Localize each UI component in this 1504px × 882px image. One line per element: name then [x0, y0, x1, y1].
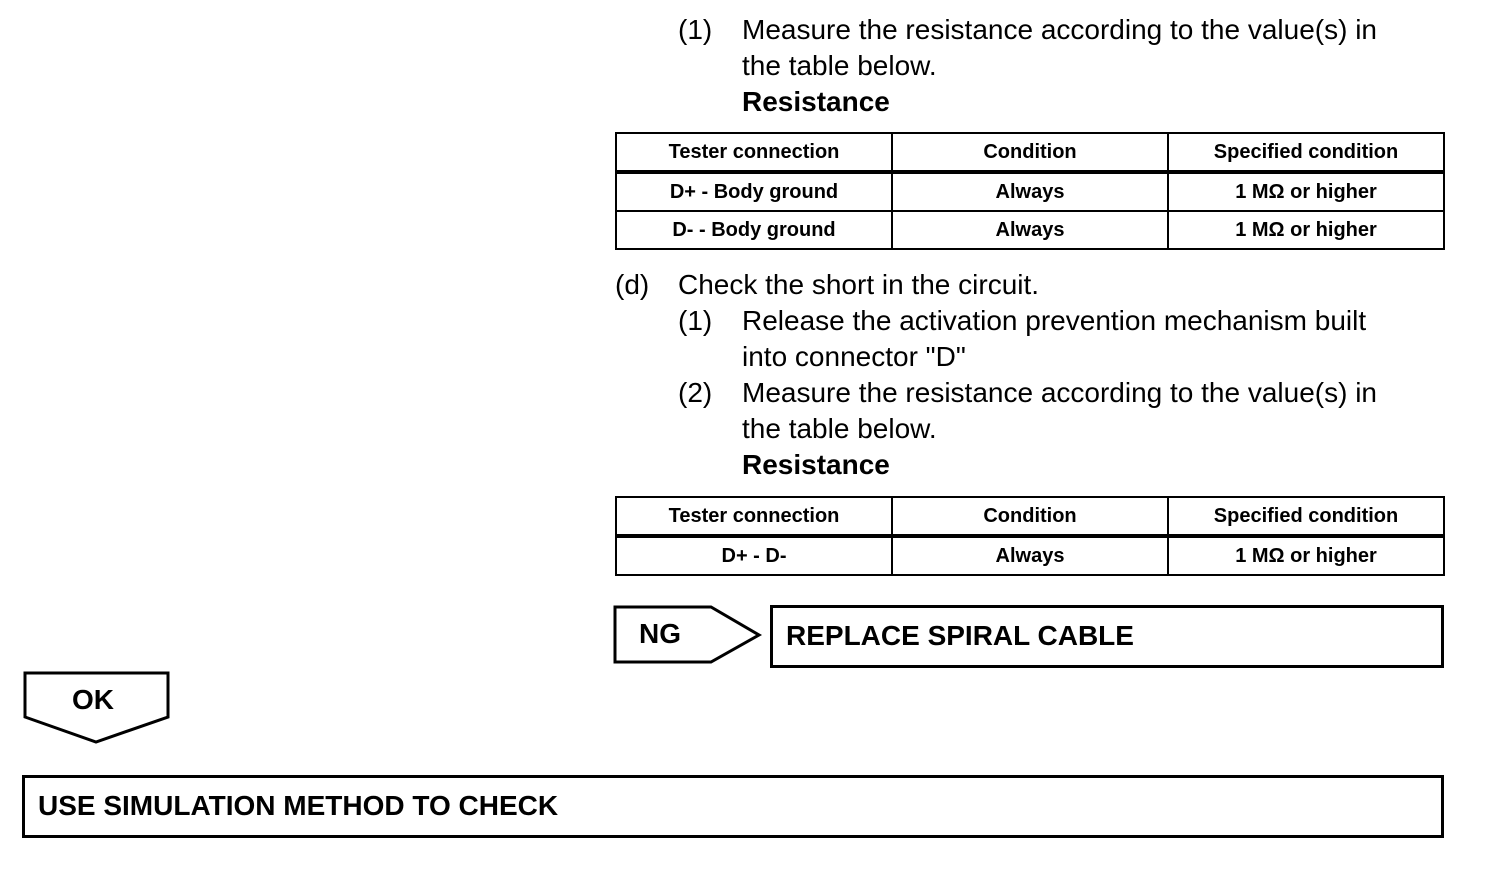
ng-arrow-icon — [613, 605, 765, 665]
step-d2-text-line1: Measure the resistance according to the value(s) in — [742, 377, 1377, 408]
step-d-number: (d) — [615, 269, 650, 300]
cell-specified-condition: 1 MΩ or higher — [1168, 172, 1444, 211]
header-tester-connection: Tester connection — [616, 133, 892, 172]
table-header-row — [616, 497, 1444, 536]
header-tester-connection: Tester connection — [616, 497, 892, 536]
step-1-text-line2: the table below. — [742, 50, 937, 81]
resistance-table-2 — [615, 496, 1445, 576]
ok-label: OK — [72, 684, 114, 715]
cell-tester-connection: D- - Body ground — [616, 211, 892, 249]
resistance-heading-1: Resistance — [742, 86, 890, 117]
ng-label: NG — [639, 618, 681, 649]
table-row — [616, 172, 1444, 211]
cell-specified-condition: 1 MΩ or higher — [1168, 536, 1444, 575]
resistance-heading-2: Resistance — [742, 449, 890, 480]
cell-condition: Always — [892, 211, 1168, 249]
table-row — [616, 536, 1444, 575]
header-specified-condition: Specified condition — [1168, 497, 1444, 536]
header-condition: Condition — [892, 133, 1168, 172]
table-row — [616, 211, 1444, 249]
header-condition: Condition — [892, 497, 1168, 536]
cell-condition: Always — [892, 172, 1168, 211]
header-specified-condition: Specified condition — [1168, 133, 1444, 172]
cell-tester-connection: D+ - D- — [616, 536, 892, 575]
step-d2-number: (2) — [678, 377, 713, 408]
step-d-text: Check the short in the circuit. — [678, 269, 1040, 300]
step-d1-text-line2: into connector "D" — [742, 341, 966, 372]
step-1-number: (1) — [678, 14, 713, 45]
ok-result-box: USE SIMULATION METHOD TO CHECK — [22, 775, 1444, 838]
cell-tester-connection: D+ - Body ground — [616, 172, 892, 211]
step-1-text-line1: Measure the resistance according to the value(s) in — [742, 14, 1377, 45]
step-d1-number: (1) — [678, 305, 713, 336]
ng-result-box: REPLACE SPIRAL CABLE — [770, 605, 1444, 668]
step-d1-text-line1: Release the activation prevention mechanism built — [742, 305, 1367, 336]
cell-specified-condition: 1 MΩ or higher — [1168, 211, 1444, 249]
step-d2-text-line2: the table below. — [742, 413, 937, 444]
table-header-row — [616, 133, 1444, 172]
cell-condition: Always — [892, 536, 1168, 575]
resistance-table-1 — [615, 132, 1445, 250]
